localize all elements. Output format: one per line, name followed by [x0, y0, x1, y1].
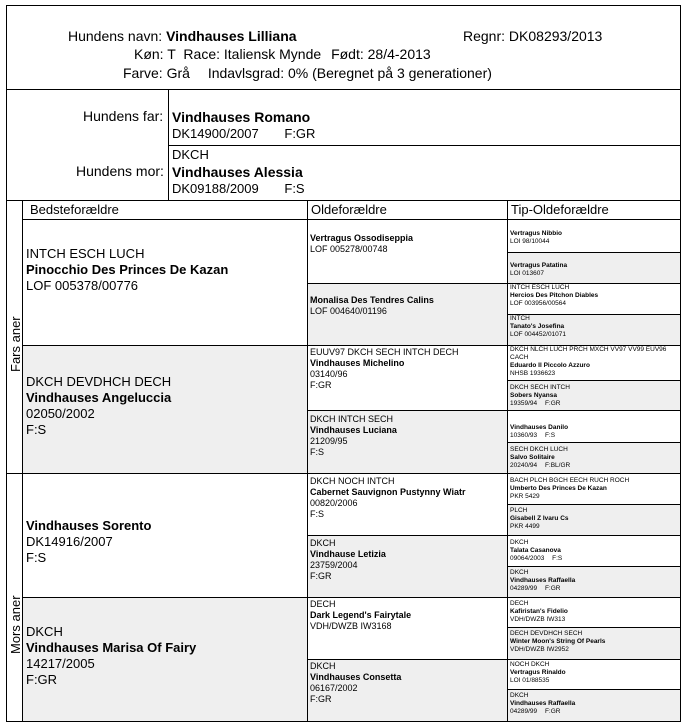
- ggp-name: Vindhauses Luciana: [310, 425, 397, 435]
- dog-name: Vindhauses Lilliana: [166, 28, 297, 44]
- great-great-grandparent-14: [510, 630, 679, 654]
- gggp-reg: 04289/99: [510, 708, 538, 715]
- ggp-title: EUUV97 DKCH SECH INTCH DECH: [310, 347, 459, 357]
- gggp-name: Tanato's Josefina: [510, 323, 565, 330]
- dog-sex-label: Køn:: [134, 46, 164, 62]
- gp-reg: 02050/2002: [26, 406, 95, 421]
- dog-born: 28/4-2013: [367, 46, 431, 62]
- father-label: Hundens far:: [83, 108, 164, 124]
- gggp-name: Umberto Des Princes De Kazan: [510, 485, 607, 492]
- gggp-color: F:GR: [544, 400, 561, 407]
- gggp-name: Sobers Nyansa: [510, 392, 557, 399]
- gggp-reg: LOF 003956/00564: [510, 300, 567, 307]
- great-grandparent-3: [310, 347, 506, 391]
- dog-reg-row: [463, 27, 602, 45]
- ggp-color: F:GR: [310, 380, 332, 390]
- great-grandparent-8: [310, 661, 506, 705]
- gggp-reg: 04289/99: [510, 585, 538, 592]
- great-great-grandparent-11: [510, 539, 679, 563]
- mother-reg: DK09188/2009: [172, 181, 259, 196]
- gp-name: Vindhauses Sorento: [26, 518, 152, 533]
- header-great-grandparents: Oldeforældre: [311, 202, 387, 217]
- gggp-color: F:S: [544, 432, 556, 439]
- great-great-grandparent-2: [510, 262, 679, 278]
- gggp-color: F:S: [552, 555, 563, 562]
- side-label-fars-aner: Fars aner: [8, 316, 23, 372]
- grandparent-4: [26, 624, 305, 688]
- mother-label: Hundens mor:: [76, 163, 164, 179]
- great-great-grandparent-4: [510, 315, 679, 339]
- gggp-reg: 19359/94: [510, 400, 538, 407]
- ggp-name: Vindhauses Consetta: [310, 672, 402, 682]
- gp-color: F:GR: [26, 672, 58, 687]
- gp-name: Vindhauses Angeluccia: [26, 390, 172, 405]
- gggp-name: Talata Casanova: [510, 547, 561, 554]
- gggp-title: DKCH: [510, 539, 529, 546]
- dog-name-label: Hundens navn:: [68, 28, 163, 44]
- great-grandparent-5: [310, 476, 506, 520]
- gggp-title: BACH PLCH BGCH EECH RUCH ROCH: [510, 477, 630, 484]
- ggp-title: DKCH: [310, 538, 336, 548]
- great-great-grandparent-1: [510, 230, 679, 246]
- ggp-reg: 21209/95: [310, 436, 348, 446]
- gggp-reg: VDH/DWZB IW2952: [510, 646, 569, 653]
- gggp-reg: PKR 5429: [510, 493, 540, 500]
- gggp-title: SECH DKCH LUCH: [510, 446, 568, 453]
- gggp-title: INTCH ESCH LUCH: [510, 284, 570, 291]
- gggp-name: Vindhauses Raffaella: [510, 577, 576, 584]
- mother-name: Vindhauses Alessia: [172, 164, 303, 180]
- gggp-title: DKCH: [510, 569, 529, 576]
- dog-race: Italiensk Mynde: [223, 46, 322, 62]
- gggp-color: F:GR: [544, 708, 561, 715]
- ggp-reg: 00820/2006: [310, 498, 358, 508]
- gggp-name: Gisabell Z Ivaru Cs: [510, 515, 569, 522]
- great-grandparent-7: [310, 599, 506, 632]
- ggp-name: Cabernet Sauvignon Pustynny Wiatr: [310, 487, 466, 497]
- header-grandparents: Bedsteforældre: [30, 202, 119, 217]
- great-great-grandparent-5: [510, 346, 679, 378]
- ggp-title: DECH: [310, 599, 336, 609]
- ggp-name: Vindhauses Michelino: [310, 358, 405, 368]
- great-great-grandparent-15: [510, 661, 679, 685]
- gggp-reg: LOI 98/10044: [510, 238, 550, 245]
- ggp-title: DKCH INTCH SECH: [310, 414, 394, 424]
- gggp-reg: 10360/93: [510, 432, 538, 439]
- gggp-reg: NHSB 1936623: [510, 370, 556, 377]
- gggp-name: Winter Moon's String Of Pearls: [510, 638, 606, 645]
- ggp-color: F:GR: [310, 694, 332, 704]
- dog-inbreed: 0% (Beregnet på 3 generationer): [287, 65, 492, 81]
- great-grandparent-4: [310, 414, 506, 458]
- great-great-grandparent-8: [510, 446, 679, 470]
- gggp-title: NOCH DKCH: [510, 661, 550, 668]
- great-great-grandparent-13: [510, 600, 679, 624]
- gggp-reg: LOF 004452/01071: [510, 331, 567, 338]
- gp-color: F:S: [26, 422, 47, 437]
- gggp-title: DKCH SECH INTCH: [510, 384, 570, 391]
- father-cell: [172, 108, 315, 142]
- ggp-reg: LOF 004640/01196: [310, 306, 387, 316]
- gggp-reg: LOI 013607: [510, 270, 544, 277]
- ggp-reg: VDH/DWZB IW3168: [310, 621, 392, 631]
- dog-color: Grå: [166, 65, 190, 81]
- ggp-reg: 06167/2002: [310, 683, 358, 693]
- gggp-name: Vertragus Rinaldo: [510, 669, 566, 676]
- gggp-title: PLCH: [510, 507, 528, 514]
- dog-born-label: Født:: [331, 46, 364, 62]
- great-great-grandparent-10: [510, 507, 679, 531]
- gggp-title: DKCH NLCH LUCH PRCH MXCH VV97 VV99 EUV96 CACH: [510, 346, 667, 361]
- great-great-grandparent-12: [510, 569, 679, 593]
- gp-reg: LOF 005378/00776: [26, 278, 139, 293]
- ggp-title: DKCH: [310, 661, 336, 671]
- great-grandparent-2: [310, 295, 506, 317]
- gggp-name: Salvo Solitaire: [510, 454, 555, 461]
- dog-inbreed-label: Indavlsgrad:: [207, 65, 285, 81]
- ggp-reg: LOF 005278/00748: [310, 244, 388, 254]
- father-name: Vindhauses Romano: [172, 109, 311, 125]
- gggp-reg: PKR 4499: [510, 523, 540, 530]
- gp-color: F:S: [26, 550, 47, 565]
- ggp-name: Vertragus Ossodiseppia: [310, 233, 414, 243]
- ggp-name: Vindhause Letizia: [310, 549, 386, 559]
- gp-name: Pinocchio Des Princes De Kazan: [26, 262, 229, 277]
- gggp-reg: 20240/94: [510, 462, 538, 469]
- gggp-reg: LOI 01/88535: [510, 677, 550, 684]
- father-reg: DK14900/2007: [172, 126, 259, 141]
- gggp-name: Vindhauses Raffaella: [510, 700, 576, 707]
- great-great-grandparent-6: [510, 384, 679, 408]
- ggp-reg: 03140/96: [310, 369, 348, 379]
- dog-race-label: Race:: [183, 46, 220, 62]
- gggp-title: DECH: [510, 600, 529, 607]
- great-grandparent-6: [310, 538, 506, 582]
- grandparent-3: [26, 518, 305, 566]
- gp-name: Vindhauses Marisa Of Fairy: [26, 640, 197, 655]
- gggp-name: Hercios Des Pitchon Diables: [510, 292, 599, 299]
- header-great-great-grandparents: Tip-Oldeforældre: [511, 202, 609, 217]
- dog-reg: DK08293/2013: [508, 28, 603, 44]
- gggp-title: DECH DEVDHCH SECH: [510, 630, 583, 637]
- great-great-grandparent-9: [510, 477, 679, 501]
- dog-reg-label: Regnr:: [463, 28, 506, 44]
- gggp-name: Kafiristan's Fidelio: [510, 608, 568, 615]
- gp-title: DKCH DEVDHCH DECH: [26, 374, 172, 389]
- mother-title: DKCH: [172, 147, 209, 162]
- gggp-title: INTCH: [510, 315, 530, 322]
- gggp-color: F:BL/GR: [544, 462, 571, 469]
- ggp-name: Dark Legend's Fairytale: [310, 610, 412, 620]
- ggp-title: DKCH NOCH INTCH: [310, 476, 395, 486]
- ggp-reg: 23759/2004: [310, 560, 358, 570]
- gp-title: INTCH ESCH LUCH: [26, 246, 145, 261]
- gggp-name: Vertragus Patatina: [510, 262, 568, 269]
- great-great-grandparent-7: [510, 424, 679, 440]
- gp-reg: 14217/2005: [26, 656, 95, 671]
- gggp-name: Eduardo Il Piccolo Azzuro: [510, 362, 590, 369]
- gggp-name: Vertragus Nibbio: [510, 230, 563, 237]
- great-grandparent-1: [310, 233, 506, 255]
- dog-sex: T: [167, 46, 176, 62]
- gggp-reg: 09064/2003: [510, 555, 545, 562]
- dog-color-row: [123, 64, 492, 82]
- side-label-mors-aner: Mors aner: [8, 595, 23, 654]
- ggp-name: Monalisa Des Tendres Calins: [310, 295, 434, 305]
- great-great-grandparent-3: [510, 284, 679, 308]
- gp-title: DKCH: [26, 624, 63, 639]
- great-great-grandparent-16: [510, 692, 679, 716]
- ggp-color: F:S: [310, 447, 325, 457]
- ggp-color: F:S: [310, 509, 325, 519]
- grandparent-1: [26, 246, 305, 294]
- father-color: F:GR: [284, 126, 316, 141]
- dog-name-row: [68, 27, 297, 45]
- dog-color-label: Farve:: [123, 65, 163, 81]
- grandparent-2: [26, 374, 305, 438]
- gggp-name: Vindhauses Danilo: [510, 424, 569, 431]
- ggp-color: F:GR: [310, 571, 332, 581]
- gggp-reg: VDH/DWZB IW313: [510, 616, 566, 623]
- dog-sex-row: [134, 45, 431, 63]
- gggp-title: DKCH: [510, 692, 529, 699]
- gp-reg: DK14916/2007: [26, 534, 113, 549]
- mother-cell: [172, 147, 305, 197]
- gggp-color: F:GR: [544, 585, 561, 592]
- mother-color: F:S: [284, 181, 305, 196]
